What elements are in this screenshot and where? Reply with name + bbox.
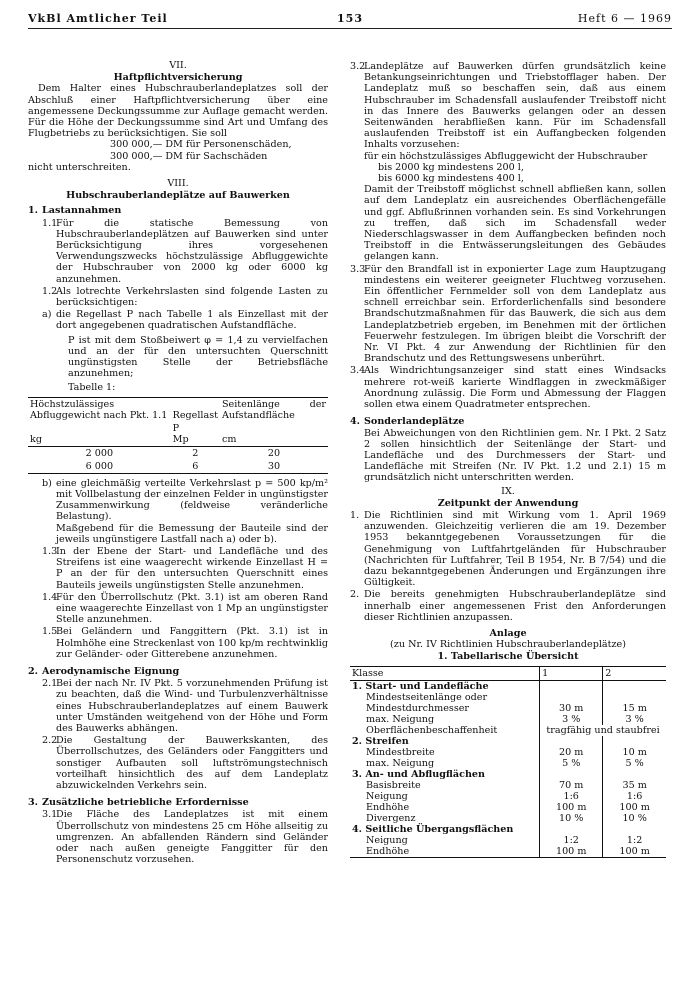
paragraph: Damit der Treibstoff möglichst schnell abfließen kann, sollen auf dem Landeplatz ein ausreichendes Oberflächengefälle und ggf. Abflußrinnen vorhanden sein. Es sind Vorkehrungen zu treffen, daß sich im Schadensfall weder Niederschlagswasser in dem Auffangbecken befinden noch Treibstoff in die Entwässerungsleitungen des Gebäudes gelangen kann. — [364, 184, 666, 263]
subsection-heading — [28, 666, 328, 677]
section-title: Haftpflichtversicherung — [113, 72, 243, 84]
table-row — [350, 747, 666, 758]
table-row — [350, 813, 666, 824]
table-cell: 2 000 — [28, 446, 171, 460]
table-cell: 100 m — [540, 846, 603, 858]
table-cell: Mindestbreite — [350, 747, 540, 758]
table-cell: Oberflächenbeschaffenheit — [350, 725, 540, 736]
table-cell — [603, 769, 666, 780]
list-item — [42, 735, 328, 791]
subsection-number: 2. — [28, 665, 39, 677]
annex-heading: 1. Tabellarische Übersicht — [437, 651, 579, 663]
item-number: 1. — [350, 509, 360, 521]
list-item — [42, 309, 328, 331]
table-cell: 20 m — [540, 747, 603, 758]
group-title: Seitliche Übergangsflächen — [365, 823, 514, 835]
table-row — [350, 835, 666, 846]
item-number: 1.5 — [42, 626, 58, 638]
table-cell — [540, 824, 603, 835]
table-cell: Divergenz — [350, 813, 540, 824]
table-group-title — [350, 680, 540, 692]
list-item — [42, 626, 328, 660]
table-row — [28, 446, 328, 460]
table-cell — [540, 769, 603, 780]
table-row — [350, 725, 666, 736]
list-item — [350, 510, 666, 588]
item-text: die Regellast P nach Tabelle 1 als Einzellast mit der dort angegebenen quadratischen Aufstandfläche. — [56, 309, 328, 332]
subsection-heading — [28, 205, 328, 216]
item-text: Für den Brandfall ist in exponierter Lage zum Hauptzugang mindestens ein weiterer geeigneter Fluchtweg vorzusehen. Ein öffentlicher Fernmelder soll von dem Landeplatz aus schnell erreichbar sein. Erforderlichenfalls sind besondere Brandschutzmaßnahmen für das Bauwerk, die sich aus dem Landeplatzbetrieb ergeben, im Benehmen mit der örtlichen Feuerwehr festzulegen. Im übrigen bleibt die Vorschrift der Nr. VI Pkt. 4 zur Anwendung der Richtlinien für den Brandschutz und des Rettungswesens unberührt. — [364, 263, 666, 365]
item-number: 1.3 — [42, 545, 58, 557]
subsection-number: 1. — [28, 205, 39, 217]
table-cell: Basisbreite — [350, 780, 540, 791]
item-number: 1.4 — [42, 591, 58, 603]
item-number: 2.2 — [42, 735, 58, 747]
table-header: Höchstzulässiges Abfluggewicht nach Pkt. 1.1 — [28, 397, 171, 422]
table-cell: 3 % — [625, 713, 644, 725]
table-cell: 35 m — [622, 779, 647, 791]
table-cell: Neigung — [350, 835, 540, 846]
table-cell — [540, 736, 603, 747]
item-number: 3.2 — [350, 61, 366, 72]
group-number: 1. — [352, 680, 363, 692]
list-item — [42, 286, 328, 308]
table-group-row — [350, 680, 666, 692]
section-number: VII. — [169, 60, 187, 71]
table-header: Klasse — [350, 666, 540, 680]
subsection-title: Lastannahmen — [42, 205, 122, 217]
table-cell — [603, 680, 666, 692]
table-cell: 2 — [171, 446, 220, 460]
paragraph: Dem Halter eines Hubschrauberlandeplatzes soll der Abschluß einer Haftpflichtversicherung über eine angemessene Deckungssumme zur Auflage gemacht werden. Für die Höhe der Deckungssumme sind Art und Umfang des Flugbetriebs zu berücksichtigen. Sie soll — [28, 83, 328, 140]
list-item — [350, 61, 666, 151]
table-cell: 10 % — [540, 813, 603, 824]
table-cell: Mindestdurchmesser — [350, 703, 540, 714]
table-cell: Neigung — [350, 791, 540, 802]
table-unit: cm — [221, 433, 237, 445]
subsection-title: Zusätzliche betriebliche Erfordernisse — [42, 797, 249, 809]
table-row — [350, 714, 666, 725]
subsection-heading — [350, 416, 666, 427]
table-cell: 100 m — [540, 802, 603, 813]
table-cell: 1:2 — [540, 835, 603, 846]
table-row — [28, 460, 328, 474]
table-row — [350, 802, 666, 813]
item-number: 3.3 — [350, 263, 366, 275]
item-text: Für den Überrollschutz (Pkt. 3.1) ist am oberen Rand eine waagerechte Einzellast von 1 Mp an ungünstigster Stelle anzunehmen. — [56, 591, 328, 626]
table-row — [350, 692, 666, 703]
item-text: Als Windrichtungsanzeiger sind statt eines Windsacks mehrere rot-weiß karierte Windflaggen in zweckmäßiger Anordnung zulässig. Die Form und Abmessung der Flaggen sollen etwa einem Quadratmeter entsprechen. — [364, 365, 666, 411]
item-text: Bei Geländern und Fanggittern (Pkt. 3.1) ist in Holmhöhe eine Streckenlast von 100 kp/m rechtwinklig zur Geländer- oder Gitterebene anzunehmen. — [56, 626, 328, 660]
table-header: 2 — [603, 666, 666, 680]
table-row — [350, 791, 666, 802]
list-item — [42, 478, 328, 523]
table-group-row — [350, 824, 666, 835]
paragraph: für ein höchstzulässiges Abfluggewicht der Hubschrauber — [364, 150, 648, 162]
section-number: IX. — [501, 485, 515, 497]
group-number: 3. — [352, 768, 363, 780]
table-group-title — [350, 769, 540, 780]
group-title: Start- und Landefläche — [365, 680, 489, 692]
table-cell: 10 m — [622, 746, 647, 758]
table-cell: 1:2 — [626, 834, 643, 846]
table-group-title — [350, 736, 540, 747]
left-column — [28, 60, 328, 865]
paragraph: Maßgebend für die Bemessung der Bauteile sind der jeweils ungünstigere Lastfall nach a) oder b). — [56, 522, 328, 545]
table-cell: 1:6 — [540, 791, 603, 802]
table-cell: Mindestseitenlänge oder — [350, 692, 540, 703]
table-caption: Tabelle 1: — [68, 382, 116, 394]
table-row — [350, 846, 666, 858]
item-text: Als lotrechte Verkehrslasten sind folgende Lasten zu berücksichtigen: — [56, 285, 328, 309]
table-group-row — [350, 769, 666, 780]
table-cell — [540, 680, 603, 692]
table-unit — [171, 422, 220, 447]
section-title: Zeitpunkt der Anwendung — [437, 497, 579, 509]
table-cell: 6 000 — [28, 460, 171, 474]
table-unit-symbol: P — [172, 422, 180, 434]
table-unit: kg — [30, 433, 42, 445]
table-cell: 1:6 — [626, 790, 643, 802]
table-group-row — [350, 736, 666, 747]
group-title: An- und Abflugflächen — [365, 768, 485, 780]
item-text: Für die statische Bemessung von Hubschrauberlandeplätzen auf Bauwerken sind unter Berücksichtigung ihres vorgesehenen Verwendungszwecks höchstzulässige Abfluggewichte der Hubschrauber von 2000 kg oder 6000 kg anzunehmen. — [56, 217, 328, 285]
table-cell: 30 m — [540, 703, 603, 714]
item-number: 1.1 — [42, 217, 58, 229]
volume-line: bis 2000 kg mindestens 200 l, — [378, 161, 524, 173]
paragraph: nicht unterschreiten. — [28, 161, 131, 173]
page-number: 153 — [337, 12, 363, 25]
list-item — [42, 218, 328, 285]
table-header: Seitenlänge der Aufstandfläche — [221, 398, 326, 421]
table-header: Regellast — [171, 397, 220, 422]
amount-line: 300 000,— DM für Sachschäden — [110, 150, 268, 162]
table-cell — [540, 692, 603, 703]
table-cell: tragfähig und staubfrei — [546, 724, 660, 736]
group-number: 2. — [352, 735, 363, 747]
item-number: 1.2 — [42, 285, 58, 297]
table-cell: Endhöhe — [350, 846, 540, 858]
subsection-title: Sonderlandeplätze — [364, 416, 465, 428]
table-cell: Endhöhe — [350, 802, 540, 813]
group-title: Streifen — [365, 735, 409, 747]
subsection-number: 3. — [28, 797, 39, 809]
subsection-number: 4. — [350, 416, 361, 428]
section-title: Hubschrauberlandeplätze auf Bauwerken — [66, 190, 290, 202]
journal-title: VkBl Amtlicher Teil — [28, 12, 168, 25]
table-cell: 30 — [220, 460, 328, 474]
item-number: 2. — [350, 589, 360, 601]
item-text: Die Gestaltung der Bauwerkskanten, des Überrollschutzes, des Geländers oder Fanggitters und sonstiger Aufbauten soll luftströmungstechnisch vorteilhaft hinsichtlich des auf dem Landeplatz abzuwickelnden Verkehrs sein. — [56, 735, 328, 791]
subsection-title: Aerodynamische Eignung — [42, 665, 180, 677]
item-text: Die bereits genehmigten Hubschrauberlandeplätze sind innerhalb einer angemessenen Frist den Anforderungen dieser Richtlinien anzupassen. — [364, 589, 666, 623]
item-text: eine gleichmäßig verteilte Verkehrslast p = 500 kp/m² mit Vollbelastung der einzelnen Felder in ungünstigster Zusammenwirkung (feldweise veränderliche Belastung). — [56, 477, 328, 523]
table-cell: 6 — [171, 460, 220, 474]
table-cell: 20 — [220, 446, 328, 460]
item-text: In der Ebene der Start- und Landefläche und des Streifens ist eine waagerecht wirkende Einzellast H = P an der für den untersuchten Querschnitt eines Bauteils jeweils ungünstigsten Stelle anzunehmen. — [56, 545, 328, 591]
list-item — [42, 546, 328, 591]
item-number: b) — [42, 477, 52, 489]
table-unit-label: Mp — [172, 433, 189, 445]
overview-table — [350, 666, 666, 858]
table-cell — [603, 692, 666, 703]
item-text: Bei der nach Nr. IV Pkt. 5 vorzunehmenden Prüfung ist zu beachten, daß die Wind- und Turbulenzverhältnisse eines Hubschrauberlandeplatzes auf einem Bauwerk unter Umständen weitgehend von der Höhe und Form des Bauwerks abhängen. — [56, 678, 328, 734]
table-cell: 10 % — [622, 812, 647, 824]
table-cell: 70 m — [540, 780, 603, 791]
list-item — [350, 365, 666, 410]
table-cell: 5 % — [625, 757, 644, 769]
table-group-title — [350, 824, 540, 835]
table-1 — [28, 397, 328, 474]
item-number: 2.1 — [42, 678, 58, 690]
item-number: 3.4 — [350, 365, 366, 377]
table-cell: 100 m — [619, 801, 650, 813]
item-text: Landeplätze auf Bauwerken dürfen grundsätzlich keine Betankungseinrichtungen und Triebstofflager haben. Der Landeplatz muß so beschaffen sein, daß aus einem Hubschrauber im Schadensfall auslaufender Treibstoff nicht in das Innere des Bauwerks gelangen oder an dessen Seitenwänden herabfließen kann. Für im Schadensfall auslaufenden Treibstoff ist ein Auffangbecken folgenden Inhalts vorzusehen: — [364, 61, 666, 151]
list-item — [350, 264, 666, 365]
table-cell: 3 % — [540, 714, 603, 725]
volume-line: bis 6000 kg mindestens 400 l, — [378, 173, 524, 185]
item-text: Die Richtlinien sind mit Wirkung vom 1. April 1969 anzuwenden. Gleichzeitig verlieren die am 19. Dezember 1953 bekanntgegebenen Voraussetzungen für die Genehmigung von Luftfahrtgeländen für Hubschrauber (Nachrichten für Luftfahrer, Teil B 1954, Nr. B 7/54) und die dazu bekanntgegebenen Änderungen und Ergänzungen ihre Gültigkeit. — [364, 509, 666, 589]
list-item — [42, 678, 328, 734]
paragraph: P ist mit dem Stoßbeiwert φ = 1,4 zu vervielfachen und an der für den untersuchten Querschnitt ungünstigsten Stelle der Betriebsfläche anzunehmen; — [68, 334, 328, 380]
table-cell: max. Neigung — [350, 758, 540, 769]
section-number: VIII. — [167, 178, 189, 190]
table-cell: 5 % — [540, 758, 603, 769]
right-column — [350, 60, 666, 858]
table-cell — [603, 824, 666, 835]
table-cell: 15 m — [622, 702, 647, 714]
item-text: Die Fläche des Landeplatzes ist mit einem Überrollschutz von mindestens 25 cm Höhe allseitig zu umgrenzen. An abfallenden Rändern sind Geländer oder nach außen geneigte Fanggitter für den Personenschutz vorzusehen. — [56, 809, 328, 866]
paragraph: Bei Abweichungen von den Richtlinien gem. Nr. I Pkt. 2 Satz 2 sollen hinsichtlich der Seitenlänge der Start- und Landefläche und des Durchmessers der Start- und Landefläche mit Streifen (Nr. IV Pkt. 1.2 und 2.1) 15 m grundsätzlich nicht unterschritten werden. — [364, 427, 666, 484]
list-item — [42, 809, 328, 865]
list-item — [42, 592, 328, 626]
item-number: a) — [42, 309, 52, 321]
subsection-heading — [28, 797, 328, 808]
table-cell: max. Neigung — [350, 714, 540, 725]
issue-info: Heft 6 — 1969 — [577, 12, 672, 25]
annex-subtitle: (zu Nr. IV Richtlinien Hubschrauberlandeplätze) — [390, 639, 626, 651]
table-row — [350, 758, 666, 769]
table-row — [350, 703, 666, 714]
amount-line: 300 000,— DM für Personenschäden, — [110, 139, 292, 151]
page-header — [28, 12, 672, 29]
table-cell: 100 m — [603, 846, 666, 858]
item-number: 3.1 — [42, 809, 58, 821]
annex-title: Anlage — [489, 627, 527, 639]
group-number: 4. — [352, 823, 363, 835]
table-row — [350, 780, 666, 791]
table-header: 1 — [540, 666, 603, 680]
list-item — [350, 589, 666, 623]
table-cell — [603, 736, 666, 747]
